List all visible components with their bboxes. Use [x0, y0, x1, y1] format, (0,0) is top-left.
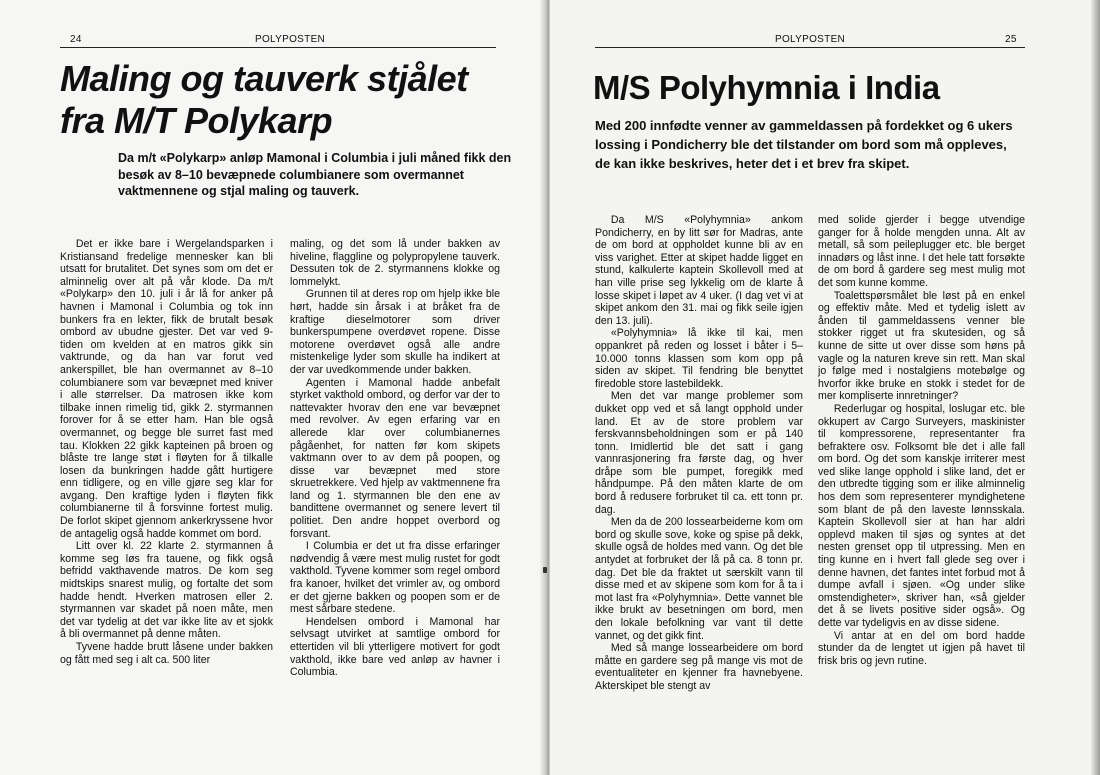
paragraph: Hendelsen ombord i Mamonal har selvsagt utvirket at samtlige ombord for ettertiden vil bli ytterligere motivert for godt vakthold, ikke bare ved anløp av havner i Columbia.: [290, 615, 500, 679]
header-rule-left: [60, 47, 496, 48]
paragraph: Rederlugar og hospital, loslugar etc. ble okkupert av Cargo Surveyers, maskinister til kompressorene, representanter fra befraktere osv. Folksomt ble det i alle fall om bord. Og det som kanskje irriterer mest ved slike lange opphold i slike land, det er den utbredte tigging som er ilike alminnelig hos dem som representerer myndighetene som blant de på den laveste lønnsskala. Kaptein Skollevoll sier at han har aldri opplevd maken til sjøs og syntes at det nesten grenset opp til utpressing. Men en ting kunne en i hvert fall glede seg over i denne havnen, det fantes intet forbud mot å dumpe avfall i sjøen. «Og under slike omstendigheter», skriver han, «så gjelder det å se livets positive sider også». Og dette var tydeligvis en av disse sidene.: [818, 402, 1025, 629]
page-number-left: 24: [70, 34, 82, 45]
article-column-right-2: [818, 214, 1025, 667]
article-deck-left: Da m/t «Polykarp» anløp Mamonal i Columbia i juli måned fikk den besøk av 8–10 bevæpnede columbianere som overmannet vaktmennene og stjal maling og tauverk.: [118, 151, 512, 198]
paragraph: I Columbia er det ut fra disse erfaringer nødvendig å være mest mulig rustet for godt vakthold. Tyvene kommer som regel ombord fra kanoer, hvilket det vrimler av, og ombord er det gjerne bakken og poopen som er de mest sårbare stedene.: [290, 540, 500, 616]
header-rule-right: [595, 47, 1025, 48]
article-deck-right: Med 200 innfødte venner av gammeldassen på fordekket og 6 ukers lossing i Pondicherry ble det tilstander om bord som må oppleves, de kan ikke beskrives, heter det i et brev fra skipet.: [595, 118, 1013, 171]
paragraph: Men det var mange problemer som dukket opp ved et så langt opphold under land. Et av de store problem var ferskvannsbeholdningen som er på 140 tonn. Imidlertid ble det satt i gang vannrasjonering fra første dag, og hver dråpe som ble pumpet, foregikk med håndpumpe. På den måten klarte de om bord å redusere forbruket til ca. ett tonn pr. dag.: [595, 390, 803, 516]
paragraph: Agenten i Mamonal hadde anbefalt styrket vakthold ombord, og derfor var der to nattevakter hvorav den ene var bevæpnet med revolver. Av egen erfaring var en allerede klar over columbianernes pågåenhet, for natten før kom skipets vaktmann over to av dem på poopen, og disse var bevæpnet med store skruetrekkere. Ved hjelp av vaktmennene fra land og 1. styrmannen ble den ene av bandittene overmannet og senere levert til politiet. Den andre hoppet overbord og forsvant.: [290, 376, 500, 540]
page-number-right: 25: [1005, 34, 1017, 45]
paragraph: Toalettspørsmålet ble løst på en enkel og effektiv måte. Med et tydelig islett av ånden til gammeldassens venner ble stokker rigget ut fra skutesiden, og så kunne de sitte ut over disse som høns på vagle og la naturen kreve sin rett. Man skal jo følge med i nostalgiens motebølge og hvorfor ikke bruke en stokk i stedet for de mer kompliserte innretninger?: [818, 289, 1025, 403]
paragraph: Vi antar at en del om bord hadde stunder da de lengtet ut igjen på havet til frisk bris og jevn rutine.: [818, 629, 1025, 667]
binding-mark: [543, 567, 547, 573]
article-column-left-1: [60, 238, 273, 666]
paragraph: Det er ikke bare i Wergelandsparken i Kristiansand fredelige mennesker kan bli utsatt for brutalitet. Det synes som om det er alminnelig over alt på vår klode. Da m/t «Polykarp» den 10. juli i år lå for anker på havnen i Mamonal i Columbia og tok inn bunkers fra en lekter, fikk de brutalt besøk ombord av ubudne gjester. Det var ved 9-tiden om kvelden at en matros gikk sin vaktrunde, og da han var forut ved ankerspillet, ble han overmannet av 8–10 columbianere som var bevæpnet med kniver i alle størrelser. Da matrosen ikke kom tilbake innen rimelig tid, gikk 2. styrmannen forover for å se etter ham. Han ble også overmannet, og begge ble surret fast med tau. Klokken 22 gikk kapteinen på broen og blåste tre lange støt i fløyten for å tilkalle losen da bunkringen hadde gått hurtigere enn tidligere, og en ville gjøre seg klar for avgang. Den kraftige lyden i fløyten fikk columbianerne til å forsvinne fortest mulig. De forlot skipet gjennom ankerkryssene hvor de antagelig også hadde kommet om bord.: [60, 238, 273, 540]
left-page: [0, 0, 546, 775]
page-edge-shadow: [1090, 0, 1100, 775]
article-column-left-2: [290, 238, 500, 679]
paragraph: Med så mange lossearbeidere om bord måtte en gardere seg på mange vis mot de eventualiteter en kjenner fra havnebyene. Akterskipet ble stengt av: [595, 642, 803, 692]
article-title-left: Maling og tauverk stjålet fra M/T Polykarp: [60, 58, 468, 141]
running-head-right: POLYPOSTEN: [775, 34, 846, 45]
paragraph: med solide gjerder i begge utvendige ganger for å holde mengden unna. Alt av metall, så som peileplugger etc. ble berget innadørs og låst inne. I det hele tatt forsøkte de om bord å gardere seg mest mulig mot det som kunne komme.: [818, 214, 1025, 289]
running-header-left: [60, 34, 496, 48]
running-head-left: POLYPOSTEN: [255, 34, 326, 45]
paragraph: Tyvene hadde brutt låsene under bakken og fått med seg i alt ca. 500 liter: [60, 641, 273, 666]
paragraph: «Polyhymnia» lå ikke til kai, men oppankret på reden og losset i båter i 5–10.000 tonns klassen som kom opp på siden av skipet. Til fendring ble benyttet firedoble store lastebildekk.: [595, 327, 803, 390]
paragraph: Men da de 200 lossearbeiderne kom om bord og skulle sove, koke og spise på dekk, skulle også de holdes med vann. Og det ble antydet at forbruket der lå på ca. 8 tonn pr. dag. Det ble da fraktet ut særskilt vann til disse med et av skipene som kom for å ta i mot last fra «Polyhymnia». Dette vannet ble ikke brukt av besetningen om bord, men den lokale befolkning var vant til dette vannet, og det gikk fint.: [595, 516, 803, 642]
paragraph: Da M/S «Polyhymnia» ankom Pondicherry, en by litt sør for Madras, ante de om bord at oppholdet kunne bli av en viss varighet. Etter at skipet hadde ligget en stund, kalkulerte kaptein Skollevoll med at han ville prise seg lykkelig om de klarte å losse skipet i løpet av 4 uker. (I dag vet vi at skipet ankom den 31. mai og fikk seile igjen den 13. juli).: [595, 214, 803, 327]
article-column-right-1: [595, 214, 803, 693]
paragraph: maling, og det som lå under bakken av hiveline, flaggline og polypropylene tauverk. Dessuten tok de 2. styrmannens klokke og lommelykt.: [290, 238, 500, 288]
paragraph: Litt over kl. 22 klarte 2. styrmannen å komme seg løs fra tauene, og fikk også befridd vakthavende matros. De kom seg midtskips snarest mulig, og fortalte det som hadde hendt. Hverken matrosen eller 2. styrmannen var skadet på noen måte, men det var tydelig at det var ikke lite av et sjokk å bli overmannet på denne måten.: [60, 540, 273, 641]
paragraph: Grunnen til at deres rop om hjelp ikke ble hørt, hadde sin årsak i at bråket fra de kraftige dieselmotorer som driver bunkerspumpene overdøvet ropene. Disse motorene overdøvet også alle andre mistenkelige lyder som skulle ha indikert at der var uvedkommende under bakken.: [290, 288, 500, 376]
running-header-right: [595, 34, 1025, 48]
article-title-right: M/S Polyhymnia i India: [593, 69, 940, 106]
